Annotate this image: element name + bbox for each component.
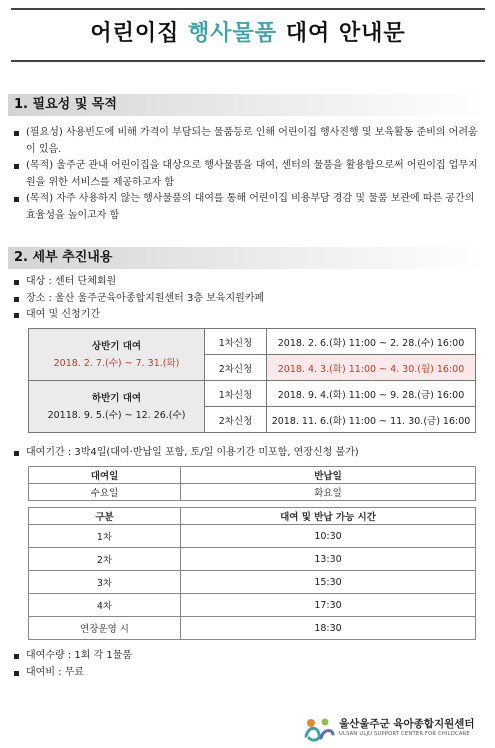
- bullet-square-icon: [14, 451, 19, 456]
- table-row: [29, 381, 476, 407]
- title-text-pre: 어린이집: [90, 21, 189, 46]
- list-item: 대여수량 : 1회 각 1물품: [10, 648, 486, 665]
- list-item: 대여기간 : 3박4일(대여·반납일 포함, 토/일 이용기간 미포함, 연장신청 불가): [10, 445, 486, 462]
- dates-cell: 2018. 11. 6.(화) 11:00 ~ 11. 30.(금) 16:00: [267, 407, 476, 433]
- table-cell: 13:30: [181, 548, 476, 571]
- bullet-square-icon: [14, 654, 19, 659]
- list-item: 대상 : 센터 단체회원: [10, 274, 486, 291]
- dates-cell: 2018. 9. 4.(화) 11:00 ~ 9. 28.(금) 16:00: [267, 381, 476, 407]
- bullet-square-icon: [14, 164, 19, 169]
- period-cell: 상반기 대여 2018. 2. 7.(수) ~ 7. 31.(화): [29, 329, 205, 381]
- bullet-square-icon: [14, 297, 19, 302]
- title-text-post: 대여 안내문: [277, 21, 406, 46]
- title-frame: [11, 8, 485, 62]
- table-cell: 3차: [29, 571, 181, 594]
- dates-cell: 2018. 2. 6.(화) 11:00 ~ 2. 28.(수) 16:00: [267, 329, 476, 355]
- section-2-title: 2. 세부 추진내용: [14, 250, 113, 265]
- table-cell: 10:30: [181, 525, 476, 548]
- bullet-square-icon: [14, 671, 19, 676]
- rental-period-list: [10, 445, 486, 462]
- rental-table: [28, 466, 476, 640]
- org-name-en: ULSAN ULJU SUPPORT CENTER FOR CHILDCARE: [339, 731, 470, 737]
- table-row: [29, 617, 476, 640]
- table-cell: 1차: [29, 525, 181, 548]
- table-cell: 4차: [29, 594, 181, 617]
- bullet-square-icon: [14, 313, 19, 318]
- section-1-list: [10, 125, 486, 224]
- bullet-square-icon: [14, 280, 19, 285]
- list-item: 대여 및 신청기간: [10, 307, 486, 324]
- list-item: 장소 : 울산 울주군육아종합지원센터 3층 보육지원카페: [10, 291, 486, 308]
- table-header: 대여 및 반납 가능 시간: [181, 508, 476, 525]
- bullet-square-icon: [14, 197, 19, 202]
- table-cell: 17:30: [181, 594, 476, 617]
- table-row: [29, 508, 476, 525]
- table-row: [29, 525, 476, 548]
- list-item: 대여비 : 무료: [10, 665, 486, 682]
- section-heading-1: [8, 94, 486, 116]
- schedule-table: [28, 328, 476, 433]
- list-item: (필요성) 사용빈도에 비해 가격이 부담되는 물품등로 인해 어린이집 행사진행 및 보육활동 준비의 어려움이 있음.: [10, 125, 486, 158]
- section-1-title: 1. 필요성 및 목적: [14, 97, 117, 112]
- table-cell: 연장운영 시: [29, 617, 181, 640]
- table-header: 대여일: [29, 467, 181, 484]
- table-row: [29, 571, 476, 594]
- period-cell: 하반기 대여 20118. 9. 5.(수) ~ 12. 26.(수): [29, 381, 205, 433]
- list-item: (목적) 울주군 관내 어린이집을 대상으로 행사물품을 대여, 센터의 물품을 활용함으로써 어린이집 업무지원을 위한 서비스를 제공하고자 함: [10, 158, 486, 191]
- table-cell: 화요일: [181, 484, 476, 501]
- page-title: [11, 10, 485, 58]
- center-logo-icon: [303, 716, 335, 742]
- table-cell: 18:30: [181, 617, 476, 640]
- title-highlight: 행사물품: [188, 21, 278, 46]
- table-cell: 15:30: [181, 571, 476, 594]
- table-header: 반납일: [181, 467, 476, 484]
- table-header: 구분: [29, 508, 181, 525]
- table-row: [29, 467, 476, 484]
- list-item: (목적) 자주 사용하지 않는 행사물품의 대여를 통해 어린이집 비용부담 경감 및 물품 보관에 따른 공간의 효율성을 높이고자 함: [10, 191, 486, 224]
- dates-cell: 2018. 4. 3.(화) 11:00 ~ 4. 30.(월) 16:00: [267, 355, 476, 381]
- footer-logo: [303, 714, 485, 742]
- table-gap: [29, 501, 476, 508]
- table-row: [29, 548, 476, 571]
- table-row: [29, 594, 476, 617]
- section-heading-2: [8, 247, 486, 269]
- bullet-square-icon: [14, 131, 19, 136]
- table-row: [29, 329, 476, 355]
- table-row: [29, 484, 476, 501]
- tail-list: [10, 648, 486, 681]
- section-2-list: [10, 274, 486, 324]
- round-cell: 1차신청: [205, 381, 267, 407]
- table-cell: 수요일: [29, 484, 181, 501]
- round-cell: 2차신청: [205, 355, 267, 381]
- org-name: 울산울주군 육아종합지원센터: [339, 718, 475, 730]
- round-cell: 1차신청: [205, 329, 267, 355]
- table-cell: 2차: [29, 548, 181, 571]
- round-cell: 2차신청: [205, 407, 267, 433]
